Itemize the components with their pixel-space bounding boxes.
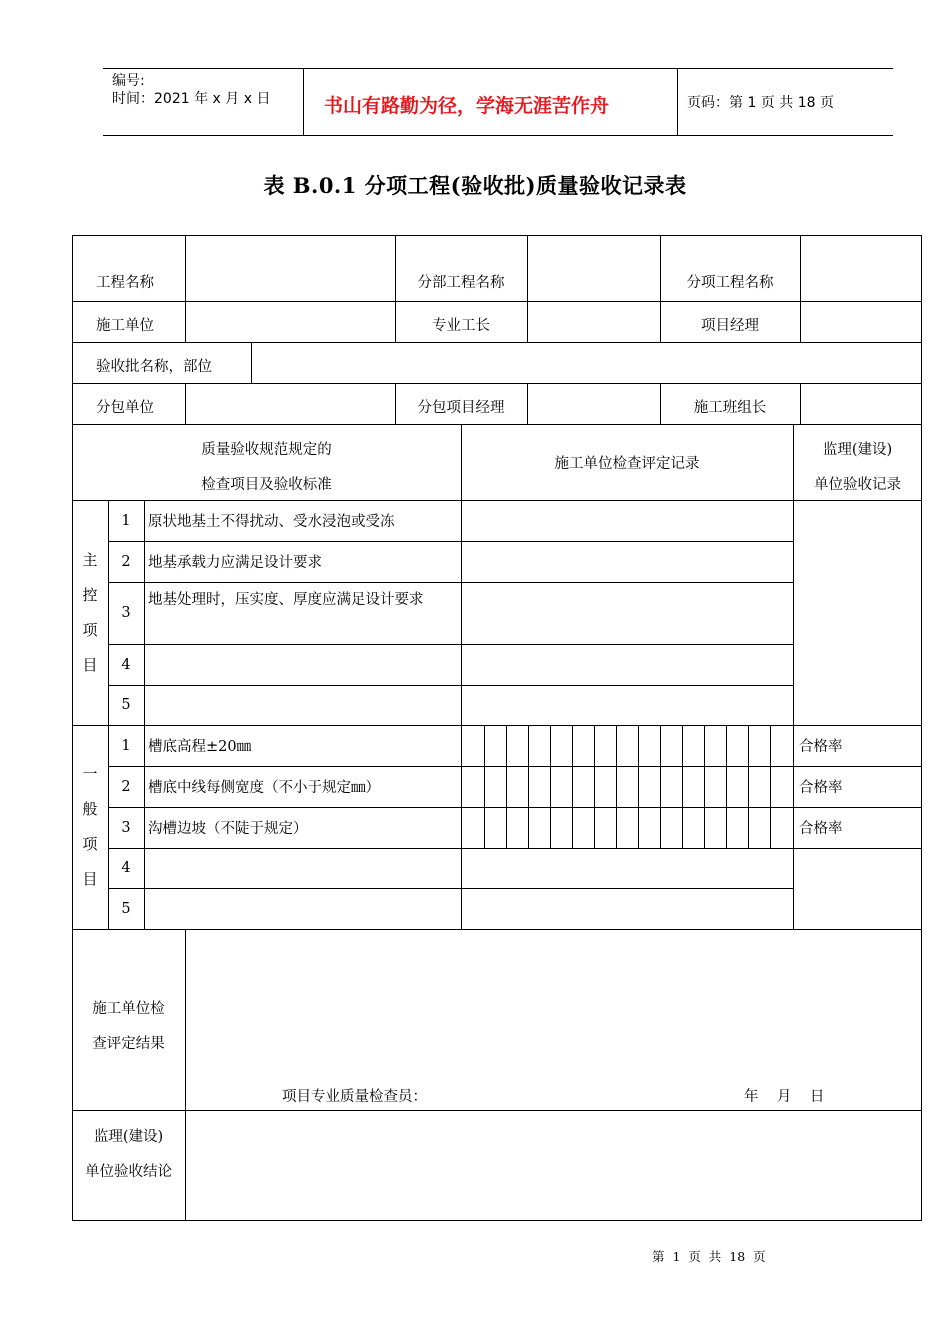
main-item-no: 4 — [121, 656, 131, 673]
rule — [682, 725, 683, 848]
foreman-label: 专业工长 — [432, 317, 490, 334]
pass-rate-label: 合格率 — [799, 739, 843, 755]
rule — [528, 725, 529, 848]
main-item-text: 地基处理时，压实度、厚度应满足设计要求 — [148, 592, 424, 608]
rule — [72, 383, 922, 384]
rule — [704, 725, 705, 848]
time-label: 时间：2021 年 x 月 x 日 — [112, 91, 271, 107]
sub-project-manager-label: 分包项目经理 — [417, 399, 505, 416]
main-items-label — [72, 500, 108, 725]
rule — [638, 725, 639, 848]
main-items-label-char: 项 — [82, 620, 98, 639]
date-label: 年 月 日 — [744, 1088, 825, 1105]
main-item-no: 2 — [121, 553, 131, 570]
rule — [108, 582, 793, 583]
rule — [72, 301, 922, 302]
main-item-text — [144, 685, 461, 725]
rule — [461, 500, 462, 929]
general-item-no: 3 — [121, 819, 131, 836]
rule — [185, 235, 186, 342]
main-item-text: 地基承载力应满足设计要求 — [148, 555, 322, 571]
rule — [185, 383, 186, 424]
construction-result-line1: 施工单位检 — [92, 1000, 165, 1017]
general-items-label — [72, 725, 108, 929]
motto: 书山有路勤为径，学海无涯苦作舟 — [324, 95, 610, 117]
header-divider-right — [677, 69, 678, 135]
general-items-label-char: 项 — [82, 835, 98, 853]
main-item-no: 1 — [121, 512, 131, 529]
batch-name-label: 验收批名称，部位 — [96, 358, 212, 375]
general-item-text: 沟槽边坡（不陡于规定） — [148, 821, 308, 837]
main-item-text: 原状地基土不得扰动、受水浸泡或受冻 — [148, 514, 395, 530]
rule — [484, 725, 485, 848]
supervision-result-line1: 监理(建设) — [93, 1128, 164, 1145]
pass-rate-label: 合格率 — [799, 821, 843, 837]
rule — [660, 725, 661, 848]
subcontractor-label: 分包单位 — [96, 399, 154, 416]
main-items-label-char: 主 — [82, 550, 98, 569]
construction-result-line2: 查评定结果 — [92, 1035, 165, 1052]
rule — [72, 929, 922, 930]
general-item-text — [144, 888, 461, 929]
general-item-no: 2 — [121, 778, 131, 795]
pass-rate-label: 合格率 — [799, 780, 843, 796]
page-footer: 第 1 页 共 18 页 — [652, 1249, 766, 1264]
rule — [506, 725, 507, 848]
rule — [726, 725, 727, 848]
general-item-text: 槽底高程±20㎜ — [148, 739, 252, 755]
general-item-text — [144, 848, 461, 888]
inspector-label: 项目专业质量检查员： — [282, 1088, 427, 1105]
rule — [251, 342, 252, 383]
inspection-record-header: 施工单位检查评定记录 — [554, 455, 700, 472]
supervision-header-line1: 监理(建设) — [822, 441, 893, 458]
rule — [800, 383, 801, 424]
rule — [800, 235, 801, 342]
project-name-label: 工程名称 — [96, 275, 154, 291]
header-divider-left — [303, 69, 304, 135]
supervision-result-line2: 单位验收结论 — [85, 1163, 172, 1180]
rule — [72, 1110, 922, 1111]
standard-header-line1: 质量验收规范规定的 — [201, 441, 332, 458]
general-item-text: 槽底中线每侧宽度（不小于规定㎜） — [148, 780, 380, 796]
rule — [793, 500, 794, 929]
page-title: 表 B.0.1 分项工程(验收批)质量验收记录表 — [263, 173, 687, 198]
supervision-header-line2: 单位验收记录 — [814, 476, 901, 493]
main-items-label-char: 目 — [82, 655, 98, 674]
rule — [550, 725, 551, 848]
rule — [527, 383, 528, 424]
sub-project-name-label: 分部工程名称 — [417, 275, 505, 291]
main-item-text — [144, 644, 461, 685]
general-items-label-char: 目 — [82, 870, 98, 888]
rule — [748, 725, 749, 848]
general-items-label-char: 般 — [82, 800, 98, 818]
header-top-rule — [103, 68, 893, 69]
main-item-no: 5 — [121, 697, 131, 713]
rule — [616, 725, 617, 848]
general-items-label-char: 一 — [82, 765, 98, 783]
rule — [72, 342, 922, 343]
rule — [185, 929, 186, 1221]
header-bottom-rule — [103, 135, 893, 136]
rule — [594, 725, 595, 848]
general-item-no: 5 — [121, 900, 131, 917]
main-item-no: 3 — [121, 605, 131, 621]
construction-unit-label: 施工单位 — [96, 317, 154, 334]
rule — [527, 235, 528, 342]
rule — [770, 725, 771, 848]
general-item-no: 4 — [121, 860, 131, 876]
standard-header-line2: 检查项目及验收标准 — [201, 476, 332, 493]
item-project-name-label: 分项工程名称 — [686, 275, 774, 291]
serial-label: 编号: — [112, 73, 145, 89]
page-info: 页码：第 1 页 共 18 页 — [687, 95, 834, 111]
rule — [572, 725, 573, 848]
project-manager-label: 项目经理 — [701, 317, 759, 334]
general-item-no: 1 — [121, 737, 131, 754]
main-items-label-char: 控 — [82, 585, 98, 604]
team-leader-label: 施工班组长 — [693, 399, 767, 416]
